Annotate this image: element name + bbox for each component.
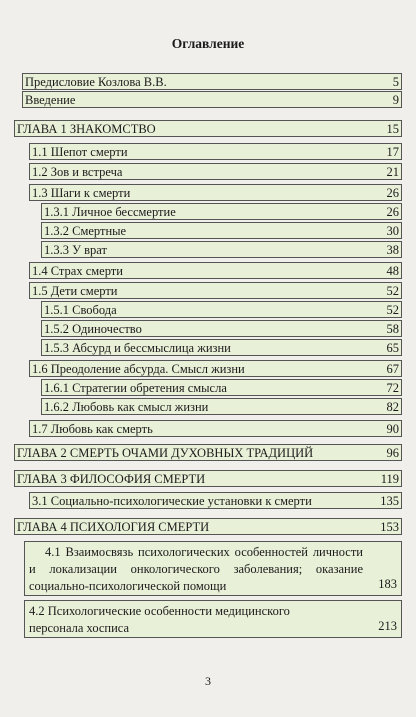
toc-entry-page: 52 bbox=[386, 284, 399, 298]
toc-entry-text: 1.3.2 Смертные bbox=[44, 224, 127, 238]
toc-entry-4-1[interactable] bbox=[24, 541, 402, 596]
toc-entry-text: 1.1 Шепот смерти bbox=[32, 145, 128, 159]
toc-entry-1-5-1[interactable] bbox=[41, 301, 402, 318]
toc-entry-page: 15 bbox=[386, 122, 399, 136]
toc-entry-text: 4.1 Взаимосвязь психологических особенностей личности и локализации онкологического заболевания; оказание социально-психологической помощи bbox=[29, 545, 363, 593]
toc-entry-page: 72 bbox=[386, 381, 399, 395]
toc-entry-1-3[interactable] bbox=[29, 184, 402, 201]
toc-entry-page: 153 bbox=[380, 520, 399, 534]
toc-entry-1-5-3[interactable] bbox=[41, 339, 402, 356]
toc-entry-1-4[interactable] bbox=[29, 262, 402, 279]
toc-entry-intro[interactable] bbox=[22, 91, 402, 108]
toc-entry-1-3-2[interactable] bbox=[41, 222, 402, 239]
toc-entry-1-3-3[interactable] bbox=[41, 241, 402, 258]
toc-entry-chapter-3[interactable] bbox=[14, 470, 402, 487]
toc-entry-1-6[interactable] bbox=[29, 360, 402, 377]
toc-entry-page: 48 bbox=[386, 264, 399, 278]
toc-entry-page: 65 bbox=[386, 341, 399, 355]
toc-entry-page: 67 bbox=[386, 362, 399, 376]
toc-entry-page: 30 bbox=[386, 224, 399, 238]
toc-entry-1-6-2[interactable] bbox=[41, 398, 402, 415]
toc-entry-chapter-4[interactable] bbox=[14, 518, 402, 535]
toc-entry-1-6-1[interactable] bbox=[41, 379, 402, 396]
toc-entry-page: 17 bbox=[386, 145, 399, 159]
page-number: 3 bbox=[205, 674, 211, 688]
toc-entry-page: 38 bbox=[386, 243, 399, 257]
page-title: Оглавление bbox=[171, 36, 245, 51]
toc-entry-1-5[interactable] bbox=[29, 282, 402, 299]
toc-entry-page: 26 bbox=[386, 205, 399, 219]
toc-entry-page: 183 bbox=[378, 577, 397, 591]
toc-entry-text: 1.2 Зов и встреча bbox=[32, 165, 123, 179]
toc-entry-text: 1.6.2 Любовь как смысл жизни bbox=[44, 400, 209, 414]
toc-entry-text: 1.3.1 Личное бессмертие bbox=[44, 205, 176, 219]
toc-entry-page: 213 bbox=[378, 619, 397, 633]
toc-entry-text: 1.6.1 Стратегии обретения смысла bbox=[44, 381, 227, 395]
toc-entry-page: 9 bbox=[392, 93, 399, 107]
toc-entry-page: 119 bbox=[380, 472, 399, 486]
toc-entry-1-3-1[interactable] bbox=[41, 203, 402, 220]
toc-entry-text: ГЛАВА 2 СМЕРТЬ ОЧАМИ ДУХОВНЫХ ТРАДИЦИЙ bbox=[17, 446, 314, 460]
toc-entry-3-1[interactable] bbox=[29, 492, 402, 509]
toc-entry-text: 1.6 Преодоление абсурда. Смысл жизни bbox=[32, 362, 245, 376]
toc-entry-page: 5 bbox=[392, 75, 399, 89]
toc-entry-1-5-2[interactable] bbox=[41, 320, 402, 337]
toc-entry-page: 58 bbox=[386, 322, 399, 336]
toc-entry-text: 1.5.3 Абсурд и бессмыслица жизни bbox=[44, 341, 231, 355]
toc-entry-page: 82 bbox=[386, 400, 399, 414]
toc-entry-text: 1.4 Страх смерти bbox=[32, 264, 123, 278]
toc-entry-page: 90 bbox=[386, 422, 399, 436]
toc-entry-text: Введение bbox=[25, 93, 76, 107]
toc-entry-1-1[interactable] bbox=[29, 143, 402, 160]
toc-entry-1-2[interactable] bbox=[29, 163, 402, 180]
toc-entry-text: ГЛАВА 3 ФИЛОСОФИЯ СМЕРТИ bbox=[17, 472, 206, 486]
toc-entry-page: 21 bbox=[386, 165, 399, 179]
toc-entry-text: 1.5.2 Одиночество bbox=[44, 322, 142, 336]
toc-entry-text: ГЛАВА 4 ПСИХОЛОГИЯ СМЕРТИ bbox=[17, 520, 210, 534]
toc-entry-text: 4.2 Психологические особенности медицинского персонала хосписа bbox=[29, 604, 290, 635]
toc-entry-text: 1.5 Дети смерти bbox=[32, 284, 118, 298]
toc-entry-page: 52 bbox=[386, 303, 399, 317]
toc-entry-page: 135 bbox=[380, 494, 399, 508]
toc-entry-text: 1.3.3 У врат bbox=[44, 243, 107, 257]
toc-entry-text: 1.3 Шаги к смерти bbox=[32, 186, 131, 200]
toc-entry-page: 26 bbox=[386, 186, 399, 200]
toc-entry-text: ГЛАВА 1 ЗНАКОМСТВО bbox=[17, 122, 156, 136]
toc-entry-text: 3.1 Социально-психологические установки к смерти bbox=[32, 494, 312, 508]
toc-entry-1-7[interactable] bbox=[29, 420, 402, 437]
toc-entry-4-2[interactable] bbox=[24, 600, 402, 638]
toc-entry-text: 1.7 Любовь как смерть bbox=[32, 422, 153, 436]
toc-entry-text: Предисловие Козлова В.В. bbox=[25, 75, 167, 89]
toc-entry-chapter-2[interactable] bbox=[14, 444, 402, 461]
toc-entry-page: 96 bbox=[386, 446, 399, 460]
toc-entry-preface[interactable] bbox=[22, 73, 402, 90]
toc-entry-text: 1.5.1 Свобода bbox=[44, 303, 117, 317]
toc-entry-chapter-1[interactable] bbox=[14, 120, 402, 137]
